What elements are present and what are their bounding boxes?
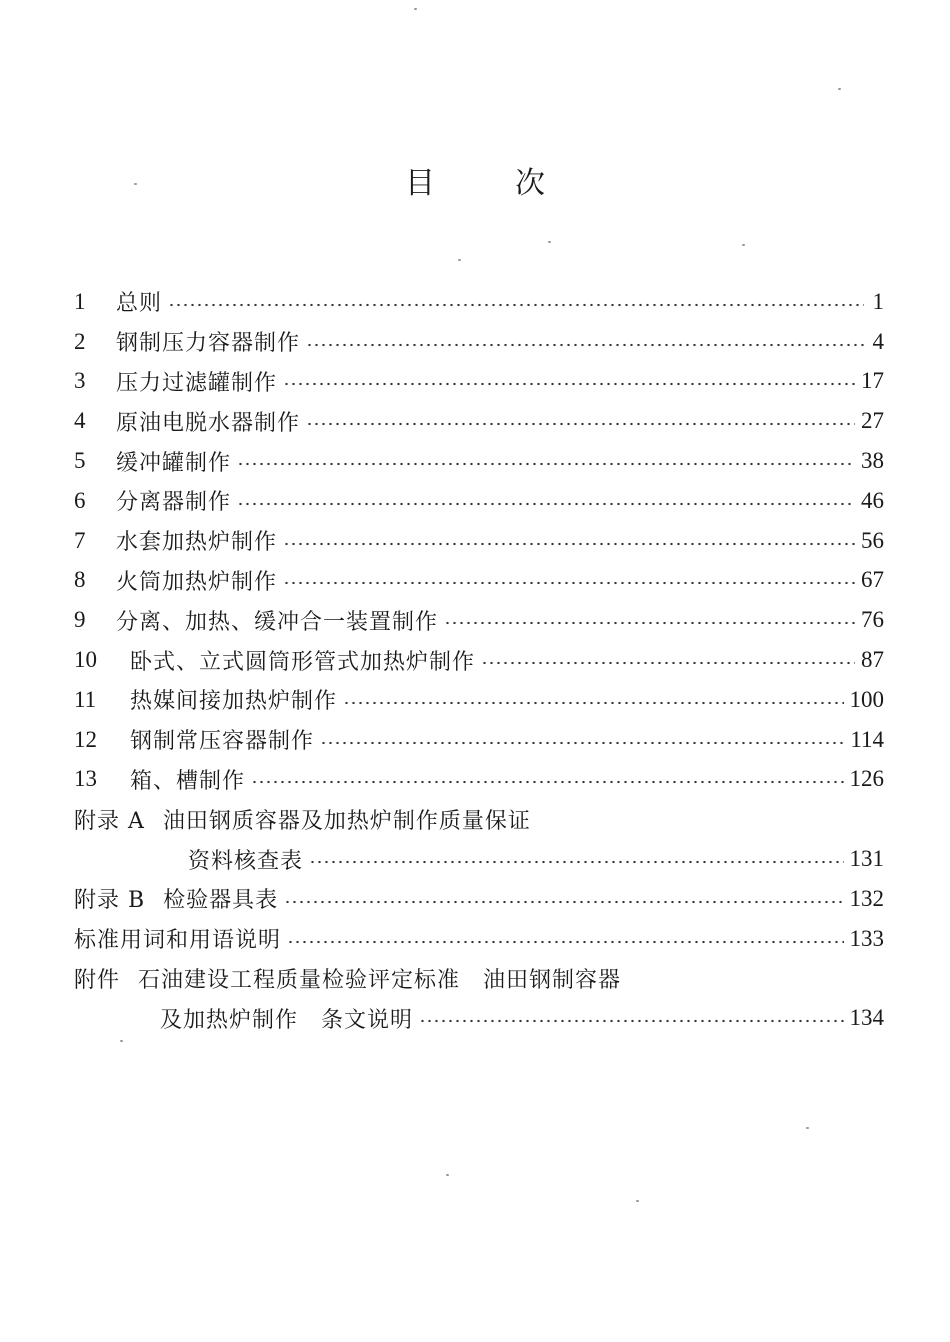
toc-terms[interactable] [74, 919, 884, 959]
toc-entry-label: 分离、加热、缓冲合一装置制作 [116, 609, 439, 635]
scan-speck [838, 88, 841, 90]
toc-entry-number: 12 [74, 726, 97, 752]
appendix-title-line1: 油田钢质容器及加热炉制作质量保证 [162, 808, 531, 834]
toc-entry-number: 1 [74, 288, 86, 314]
dot-leader [283, 581, 855, 585]
toc-entry-number: 9 [74, 607, 86, 633]
toc-entry-page: 27 [861, 408, 884, 434]
toc-entry-5[interactable] [74, 441, 884, 481]
appendix-title: 检验器具表 [163, 888, 279, 914]
toc-entry-page: 46 [861, 487, 884, 513]
attachment-title-line1: 石油建设工程质量检验评定标准 油田钢制容器 [138, 967, 622, 993]
toc-entry-13[interactable] [74, 760, 884, 800]
toc-entry-page: 38 [861, 448, 884, 474]
dot-leader [251, 780, 843, 784]
toc-entry-number: 4 [74, 408, 86, 434]
appendix-prefix: 附录 B [74, 888, 146, 914]
dot-leader [306, 343, 864, 347]
dot-leader [237, 462, 855, 466]
toc-entry-label: 钢制常压容器制作 [130, 729, 315, 755]
dot-leader [481, 661, 855, 665]
scan-speck [414, 8, 417, 10]
toc-entry-label: 钢制压力容器制作 [116, 331, 301, 357]
toc-entry-number: 3 [74, 368, 86, 394]
dot-leader [320, 741, 844, 745]
dot-leader [284, 900, 843, 904]
toc-entry-12[interactable] [74, 720, 884, 760]
table-of-contents [74, 282, 884, 1038]
toc-entry-page: 131 [849, 846, 884, 872]
toc-entry-label: 水套加热炉制作 [116, 530, 278, 556]
toc-entry-number: 13 [74, 766, 97, 792]
toc-entry-page: 100 [849, 686, 884, 712]
toc-attachment-line1[interactable] [74, 959, 884, 999]
toc-entry-9[interactable] [74, 600, 884, 640]
toc-entry-number: 10 [74, 647, 97, 673]
attachment-prefix: 附件 [74, 967, 121, 993]
toc-entry-label: 卧式、立式圆筒形管式加热炉制作 [130, 649, 476, 675]
toc-entry-label: 热媒间接加热炉制作 [130, 689, 338, 715]
toc-entry-number: 6 [74, 487, 86, 513]
title-char-2: 次 [515, 166, 545, 201]
toc-entry-2[interactable] [74, 322, 884, 362]
dot-leader [237, 502, 855, 506]
dot-leader [309, 860, 843, 864]
dot-leader [283, 542, 855, 546]
toc-entry-number: 7 [74, 527, 86, 553]
toc-entry-10[interactable] [74, 640, 884, 680]
toc-entry-page: 76 [861, 607, 884, 633]
toc-entry-page: 56 [861, 527, 884, 553]
toc-entry-page: 126 [849, 766, 884, 792]
toc-entry-4[interactable] [74, 401, 884, 441]
attachment-title-line2: 及加热炉制作 条文说明 [160, 1007, 414, 1033]
toc-appendix-b[interactable] [74, 879, 884, 919]
toc-entry-6[interactable] [74, 481, 884, 521]
title-char-1: 目 [405, 166, 435, 201]
toc-entry-number: 5 [74, 448, 86, 474]
toc-entry-page: 4 [872, 328, 884, 354]
toc-entry-label: 压力过滤罐制作 [116, 370, 278, 396]
toc-entry-page: 67 [861, 567, 884, 593]
toc-entry-label: 总则 [116, 291, 163, 317]
scan-speck [120, 1040, 123, 1042]
scan-speck [134, 183, 137, 185]
dot-leader [343, 701, 843, 705]
dot-leader [287, 940, 843, 944]
toc-entry-page: 114 [850, 726, 884, 752]
terms-title: 标准用词和用语说明 [74, 928, 282, 954]
toc-entry-label: 缓冲罐制作 [116, 450, 232, 476]
toc-entry-label: 原油电脱水器制作 [116, 410, 301, 436]
scan-speck [446, 1174, 449, 1176]
toc-entry-7[interactable] [74, 521, 884, 561]
toc-entry-3[interactable] [74, 362, 884, 402]
scan-speck [636, 1200, 639, 1202]
toc-entry-number: 8 [74, 567, 86, 593]
toc-entry-number: 11 [74, 686, 97, 712]
toc-entry-page: 1 [872, 288, 884, 314]
toc-appendix-a-line2[interactable] [74, 839, 884, 879]
toc-entry-page: 134 [849, 1005, 884, 1031]
toc-entry-label: 分离器制作 [116, 490, 232, 516]
toc-appendix-a-line1[interactable] [74, 799, 884, 839]
dot-leader [444, 621, 855, 625]
toc-entry-11[interactable] [74, 680, 884, 720]
toc-attachment-line2[interactable] [74, 998, 884, 1038]
toc-entry-number: 2 [74, 328, 86, 354]
toc-entry-page: 17 [861, 368, 884, 394]
scan-speck [548, 241, 551, 243]
dot-leader [419, 1019, 843, 1023]
scan-speck [742, 244, 745, 246]
toc-entry-label: 箱、槽制作 [130, 768, 246, 794]
toc-entry-page: 132 [849, 885, 884, 911]
dot-leader [306, 422, 855, 426]
toc-entry-1[interactable] [74, 282, 884, 322]
scan-speck [458, 259, 461, 261]
toc-entry-page: 133 [849, 925, 884, 951]
appendix-title-line2: 资料核查表 [188, 848, 304, 874]
dot-leader [283, 382, 855, 386]
scan-speck [806, 1127, 809, 1129]
appendix-prefix: 附录 A [74, 808, 145, 834]
toc-entry-label: 火筒加热炉制作 [116, 569, 278, 595]
toc-entry-8[interactable] [74, 561, 884, 601]
dot-leader [168, 303, 864, 307]
toc-entry-page: 87 [861, 647, 884, 673]
